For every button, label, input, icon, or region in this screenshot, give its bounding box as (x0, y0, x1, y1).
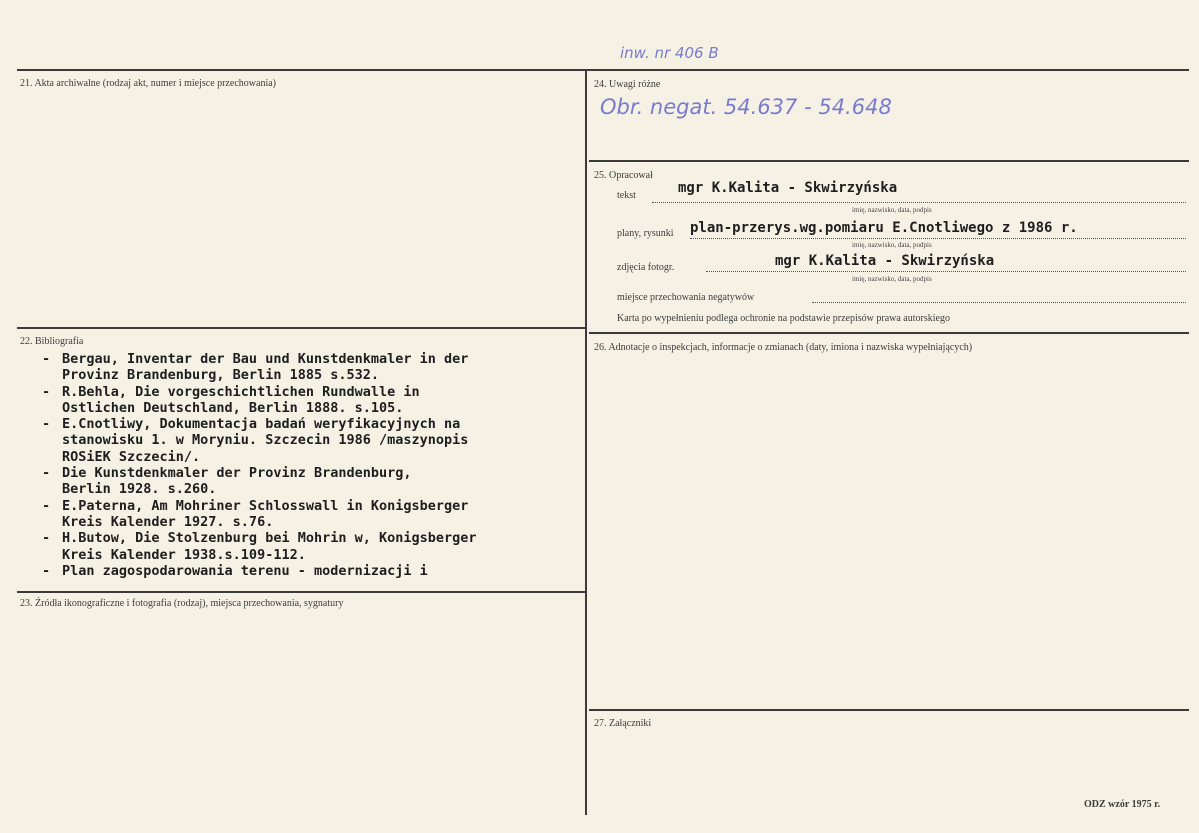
rule-21-22 (17, 327, 585, 329)
rule-22-23 (17, 591, 585, 593)
tekst-label: tekst (617, 190, 636, 201)
caption-zdjecia: imię, nazwisko, data, podpis (852, 275, 932, 283)
section-27-label: 27. Załączniki (594, 718, 652, 729)
rule-26-27 (589, 709, 1189, 711)
entry-text: Plan zagospodarowania terenu - modernizacji i (62, 562, 428, 579)
section-22-label: 22. Bibliografia (20, 336, 84, 347)
bibliography-entry: - E.Cnotliwy, Dokumentacja badań weryfikacyjnych na stanowisku 1. w Moryniu. Szczecin 1986 /maszynopis ROSiEK Szczecin/. (42, 416, 469, 465)
entry-text: Bergau, Inventar der Bau und Kunstdenkmaler in der Provinz Brandenburg, Berlin 1885 s.532. (62, 351, 469, 384)
tekst-line (652, 202, 1186, 203)
form-id: ODZ wzór 1975 r. (1084, 799, 1161, 810)
section-23-label: 23. Źródła ikonograficzne i fotografia (rodzaj), miejsca przechowania, sygnatury (20, 598, 344, 609)
plany-line (690, 238, 1186, 239)
bibliography-entry: - Plan zagospodarowania terenu - modernizacji i (42, 562, 428, 579)
section-24-label: 24. Uwagi różne (594, 79, 661, 90)
bibliography-entry: - E.Paterna, Am Mohriner Schlosswall in Konigsberger Kreis Kalender 1927. s.76. (42, 497, 469, 530)
entry-text: E.Paterna, Am Mohriner Schlosswall in Konigsberger Kreis Kalender 1927. s.76. (62, 497, 469, 530)
rule-24-25 (589, 160, 1189, 162)
negatywow-label: miejsce przechowania negatywów (617, 292, 755, 303)
inventory-number: inw. nr 406 B (620, 44, 719, 62)
bibliography-entry: - R.Behla, Die vorgeschichtlichen Rundwalle in Ostlichen Deutschland, Berlin 1888. s.105. (42, 383, 420, 416)
negatywow-line (812, 302, 1186, 303)
zdjecia-line (706, 271, 1186, 272)
section-25-label: 25. Opracował (594, 170, 653, 181)
bibliography-entry: - H.Butow, Die Stolzenburg bei Mohrin w, Konigsberger Kreis Kalender 1938.s.109-112. (42, 530, 477, 563)
entry-text: H.Butow, Die Stolzenburg bei Mohrin w, Konigsberger Kreis Kalender 1938.s.109-112. (62, 530, 477, 563)
copyright-note: Karta po wypełnieniu podlega ochronie na podstawie przepisów prawa autorskiego (617, 313, 950, 324)
rule-25-26 (589, 332, 1189, 334)
bibliography-entry: - Die Kunstdenkmaler der Provinz Brandenburg, Berlin 1928. s.260. (42, 465, 412, 498)
caption-tekst: imię, nazwisko, data, podpis (852, 206, 932, 214)
section-21-label: 21. Akta archiwalne (rodzaj akt, numer i miejsce przechowania) (20, 78, 277, 89)
plany-label: plany, rysunki (617, 228, 674, 239)
caption-plany: imię, nazwisko, data, podpis (852, 241, 932, 249)
section-26-label: 26. Adnotacje o inspekcjach, informacje o zmianach (daty, imiona i nazwiska wypełniających) (594, 342, 973, 353)
entry-text: Die Kunstdenkmaler der Provinz Brandenburg, Berlin 1928. s.260. (62, 465, 412, 498)
top-rule (17, 69, 1189, 71)
bibliography-entry: - Bergau, Inventar der Bau und Kunstdenkmaler in der Provinz Brandenburg, Berlin 1885 s.532. (42, 351, 469, 384)
zdjecia-label: zdjęcia fotogr. (617, 262, 675, 273)
entry-text: E.Cnotliwy, Dokumentacja badań weryfikacyjnych na stanowisku 1. w Moryniu. Szczecin 1986 /maszynopis ROSiEK Szczecin/. (62, 416, 469, 465)
plany-value: plan-przerys.wg.pomiaru E.Cnotliwego z 1986 r. (690, 220, 1078, 236)
entry-text: R.Behla, Die vorgeschichtlichen Rundwalle in Ostlichen Deutschland, Berlin 1888. s.105. (62, 383, 420, 416)
bibliography-list (42, 351, 477, 579)
negative-numbers-note: Obr. negat. 54.637 - 54.648 (600, 95, 892, 119)
tekst-value: mgr K.Kalita - Skwirzyńska (678, 180, 898, 196)
center-divider (585, 70, 587, 815)
zdjecia-value: mgr K.Kalita - Skwirzyńska (775, 253, 995, 269)
